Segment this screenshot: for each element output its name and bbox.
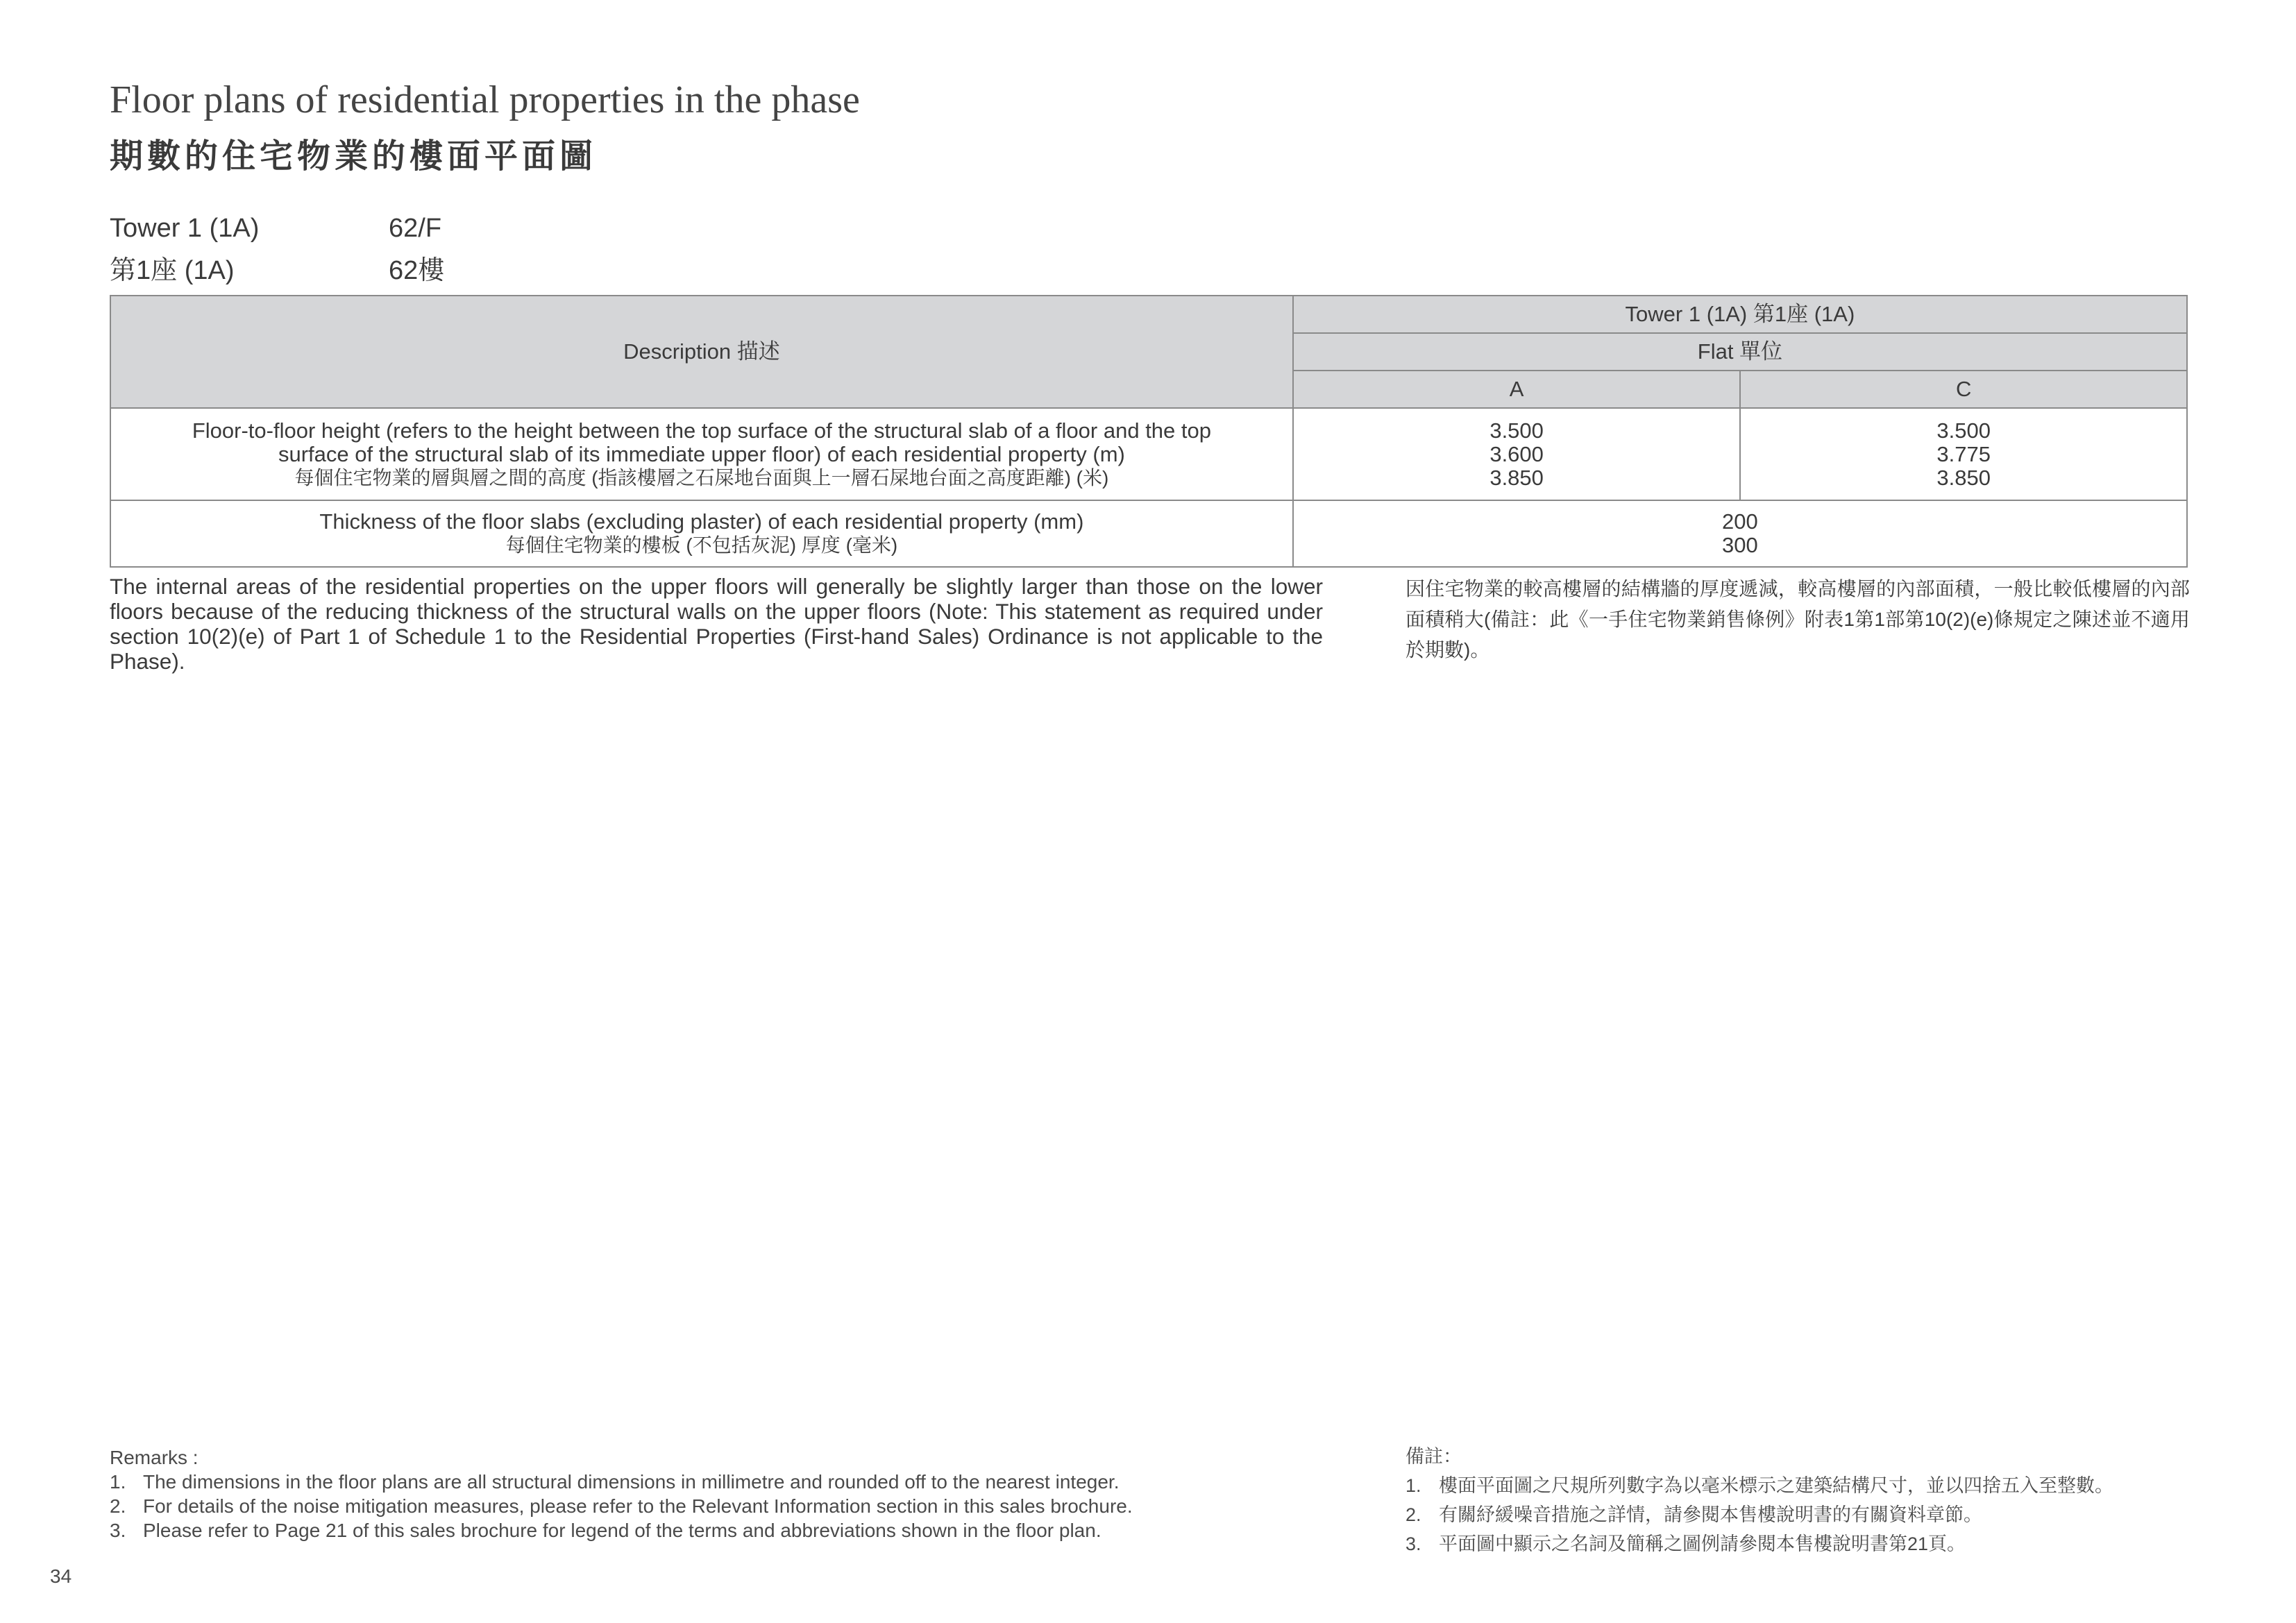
remark-item <box>1406 1529 2238 1558</box>
floor-height-desc-en-line2: surface of the structural slab of its immediate upper floor) of each residential property (m) <box>278 441 1125 466</box>
value: 3.850 <box>1489 465 1544 490</box>
remark-item <box>110 1470 1359 1494</box>
remark-item <box>110 1494 1359 1518</box>
remark-text: Please refer to Page 21 of this sales brochure for legend of the terms and abbreviations shown in the floor plan. <box>143 1520 1101 1541</box>
value: 3.775 <box>1936 441 1991 466</box>
remark-number: 3. <box>1406 1533 1421 1554</box>
tower-header: Tower 1 (1A) 第1座 (1A) <box>1293 296 2187 333</box>
internal-area-note-zh: 因住宅物業的較高樓層的結構牆的厚度遞減，較高樓層的內部面積，一般比較低樓層的內部面積稍大(備註：此《一手住宅物業銷售條例》附表1第1部第10(2)(e)條規定之陳述並不適用於期數)。 <box>1406 578 2190 661</box>
floor-height-desc-en-line1: Floor-to-floor height (refers to the height between the top surface of the structural slab of a floor and the top <box>192 418 1211 443</box>
value: 3.850 <box>1936 465 1991 490</box>
tower-label-zh: 第1座 (1A) <box>110 256 235 285</box>
flat-a-header: A <box>1293 371 1741 408</box>
remark-number: 3. <box>110 1520 126 1541</box>
remark-text: 樓面平面圖之尺規所列數字為以毫米標示之建築結構尺寸，並以四捨五入至整數。 <box>1439 1475 2113 1496</box>
remark-text: 有關紓緩噪音措施之詳情，請參閱本售樓說明書的有關資料章節。 <box>1439 1504 1982 1525</box>
remarks-en <box>110 1445 1359 1543</box>
value: 3.600 <box>1489 441 1544 466</box>
value: 300 <box>1722 533 1758 557</box>
value: 3.500 <box>1489 418 1544 443</box>
remark-item <box>1406 1471 2238 1500</box>
remark-number: 1. <box>1406 1475 1421 1496</box>
internal-area-note-en: The internal areas of the residential properties on the upper floors will generally be slightly larger than those on the lower floors because of the reducing thickness of the structural walls on the upper floors (Note: This statement as required under section 10(2)(e) of Part 1 of Schedule 1 to the Residential Properties (First-hand Sales) Ordinance is not applicable to the Phase). <box>110 574 1323 674</box>
value: 200 <box>1722 509 1758 534</box>
remark-item <box>1406 1500 2238 1529</box>
remarks-title-en: Remarks : <box>110 1447 199 1468</box>
slab-thickness-desc-en: Thickness of the floor slabs (excluding plaster) of each residential property (mm) <box>319 509 1084 534</box>
floor-height-flat-c <box>1740 408 2187 500</box>
remark-text: For details of the noise mitigation measures, please refer to the Relevant Information section in this sales brochure. <box>143 1495 1133 1517</box>
remark-number: 2. <box>1406 1504 1421 1525</box>
remark-text: 平面圖中顯示之名詞及簡稱之圖例請參閱本售樓說明書第21頁。 <box>1439 1533 1966 1554</box>
remarks-title-zh: 備註： <box>1406 1446 1462 1467</box>
page-title-en: Floor plans of residential properties in the phase <box>110 78 860 121</box>
specification-table <box>110 295 2188 568</box>
slab-thickness-values <box>1293 500 2187 567</box>
remark-number: 1. <box>110 1471 126 1493</box>
floor-label-en: 62/F <box>389 214 442 243</box>
page-number: 34 <box>50 1565 72 1587</box>
flat-header: Flat 單位 <box>1293 333 2187 371</box>
remarks-zh <box>1406 1442 2238 1558</box>
page-title-zh: 期數的住宅物業的樓面平面圖 <box>110 137 598 176</box>
flat-c-header: C <box>1740 371 2187 408</box>
floor-height-description <box>110 408 1293 500</box>
remark-item <box>110 1518 1359 1543</box>
floor-height-flat-a <box>1293 408 1741 500</box>
remark-text: The dimensions in the floor plans are all structural dimensions in millimetre and rounded off to the nearest integer. <box>143 1471 1120 1493</box>
floor-label-zh: 62樓 <box>389 256 445 285</box>
tower-label-en: Tower 1 (1A) <box>110 214 260 243</box>
remark-number: 2. <box>110 1495 126 1517</box>
floor-height-desc-zh: 每個住宅物業的層與層之間的高度 (指該樓層之石屎地台面與上一層石屎地台面之高度距離) (米) <box>294 466 1109 488</box>
slab-thickness-description <box>110 500 1293 567</box>
description-header: Description 描述 <box>110 296 1293 408</box>
slab-thickness-desc-zh: 每個住宅物業的樓板 (不包括灰泥) 厚度 (毫米) <box>505 534 898 556</box>
value: 3.500 <box>1936 418 1991 443</box>
